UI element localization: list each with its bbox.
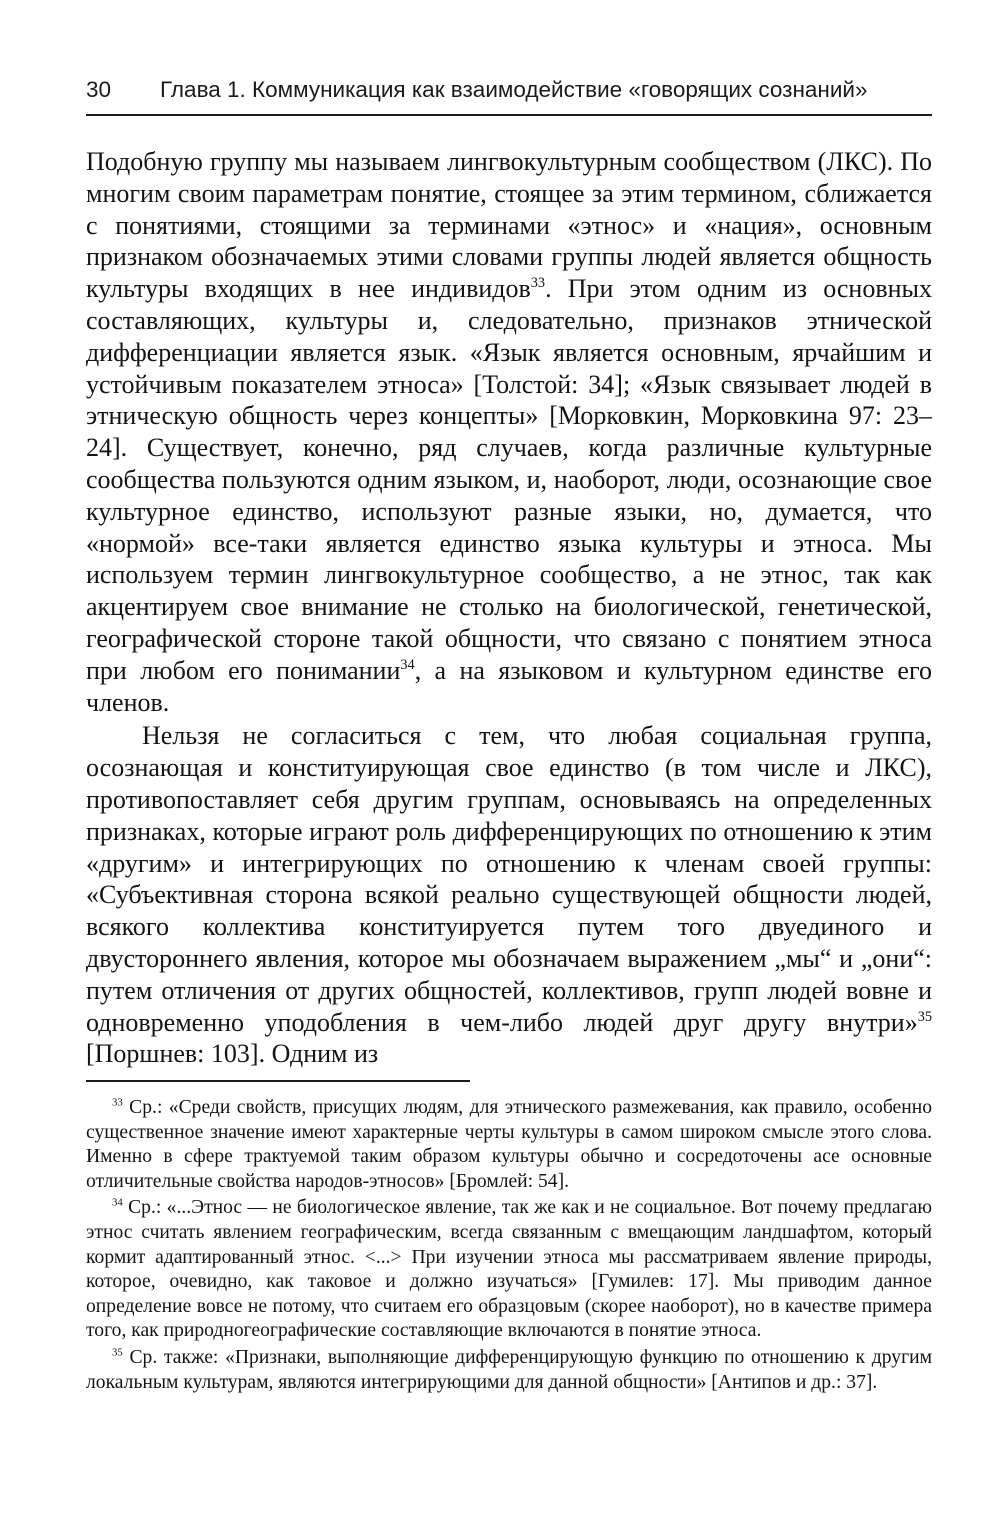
footnote-text: Ср.: «...Этнос — не биологическое явление, так же как и не социальное. Вот почему предлагаю этнос считать явлением географическим, всегда связанным с вмещающим ландшафтом, который кормит адаптированный этнос. <...> При изучении этноса мы рассматриваем явление природы, которое, очевидно, как таковое и должно изучаться» [Гумилев: 17]. Мы приводим данное определение вовсе не потому, что считаем его образцовым (скорее наоборот), но в качестве примера того, как природногеографические составляющие включаются в понятие этноса. bbox=[86, 1197, 932, 1342]
footnote-ref-33: 33 bbox=[530, 275, 546, 292]
paragraph-2-text-b: [Поршнев: 103]. Одним из bbox=[86, 1039, 379, 1069]
paragraph-2 bbox=[86, 720, 932, 1070]
paragraph-2-text-a: Нельзя не согласиться с тем, что любая социальная группа, осознающая и конституирующая свое единство (в том числе и ЛКС), противопоставляет себя другим группам, основываясь на определенных признаках, которые играют роль дифференцирующих по отношению к этим «другим» и интегрирующих по отношению к членам своей группы: «Субъективная сторона всякой реально существующей общности людей, всякого коллектива конституируется путем того двуединого и двустороннего явления, которое мы обозначаем выражением „мы“ и „они“: путем отличения от других общностей, коллективов, групп людей вовне и одновременно уподобления в чем-либо людей друг другу внутри» bbox=[86, 721, 932, 1037]
footnotes bbox=[86, 1096, 932, 1397]
footnote-text: Ср. также: «Признаки, выполняющие дифференцирующую функцию по отношению к другим локальным культурам, являются интегрирующими для данной общности» [Антипов и др.: 37]. bbox=[86, 1346, 932, 1393]
running-header bbox=[86, 76, 932, 116]
footnote-divider bbox=[86, 1080, 470, 1082]
footnote-34 bbox=[86, 1196, 932, 1344]
footnote-number: 33 bbox=[112, 1096, 123, 1109]
footnote-number: 34 bbox=[112, 1196, 123, 1209]
footnote-35 bbox=[86, 1346, 932, 1395]
footnote-text: Ср.: «Среди свойств, присущих людям, для этнического размежевания, как правило, особенно существенное значение имеют характерные черты культуры в самом широком смысле этого слова. Именно в сфере трактуемой таким образом культуры обычно и сосредоточены асе основные отличительные свойства народов-этносов» [Бромлей: 54]. bbox=[86, 1097, 932, 1192]
footnote-ref-35: 35 bbox=[917, 1008, 932, 1025]
paragraph-1-text-b: . При этом одним из основных составляющих, культуры и, следовательно, признаков этнической дифференциации является язык. «Язык является основным, ярчайшим и устойчивым показателем этноса» [Толстой: 34]; «Язык связывает людей в этническую общность через концепты» [Морковкин, Морковкина 97: 23–24]. Существует, конечно, ряд случаев, когда различные культурные сообщества пользуются одним языком, и, наоборот, люди, осознающие свое культурное единство, используют разные языки, но, думается, что «нормой» все-таки является единство языка культуры и этноса. Мы используем термин лингвокультурное сообщество, а не этнос, так как акцентируем свое внимание не столько на биологической, генетической, географической стороне такой общности, что связано с понятием этноса при любом его понимании bbox=[86, 274, 932, 685]
chapter-title: Глава 1. Коммуникация как взаимодействие «говорящих сознаний» bbox=[160, 77, 868, 102]
footnote-33 bbox=[86, 1096, 932, 1194]
paragraph-1 bbox=[86, 146, 932, 718]
paragraph-1-text-c: , а на языковом и культурном единстве его членов. bbox=[86, 655, 932, 717]
footnote-number: 35 bbox=[112, 1346, 123, 1359]
footnote-ref-34: 34 bbox=[400, 656, 415, 673]
paragraph-1-text-a: Подобную группу мы называем лингвокультурным сообществом (ЛКС). По многим своим параметрам понятие, стоящее за этим термином, сближается с понятиями, стоящими за терминами «этнос» и «нация», основным признаком обозначаемых этими словами группы людей является общность культуры входящих в нее индивидов bbox=[86, 147, 932, 304]
page-number: 30 bbox=[86, 77, 112, 102]
main-text bbox=[86, 146, 932, 1070]
